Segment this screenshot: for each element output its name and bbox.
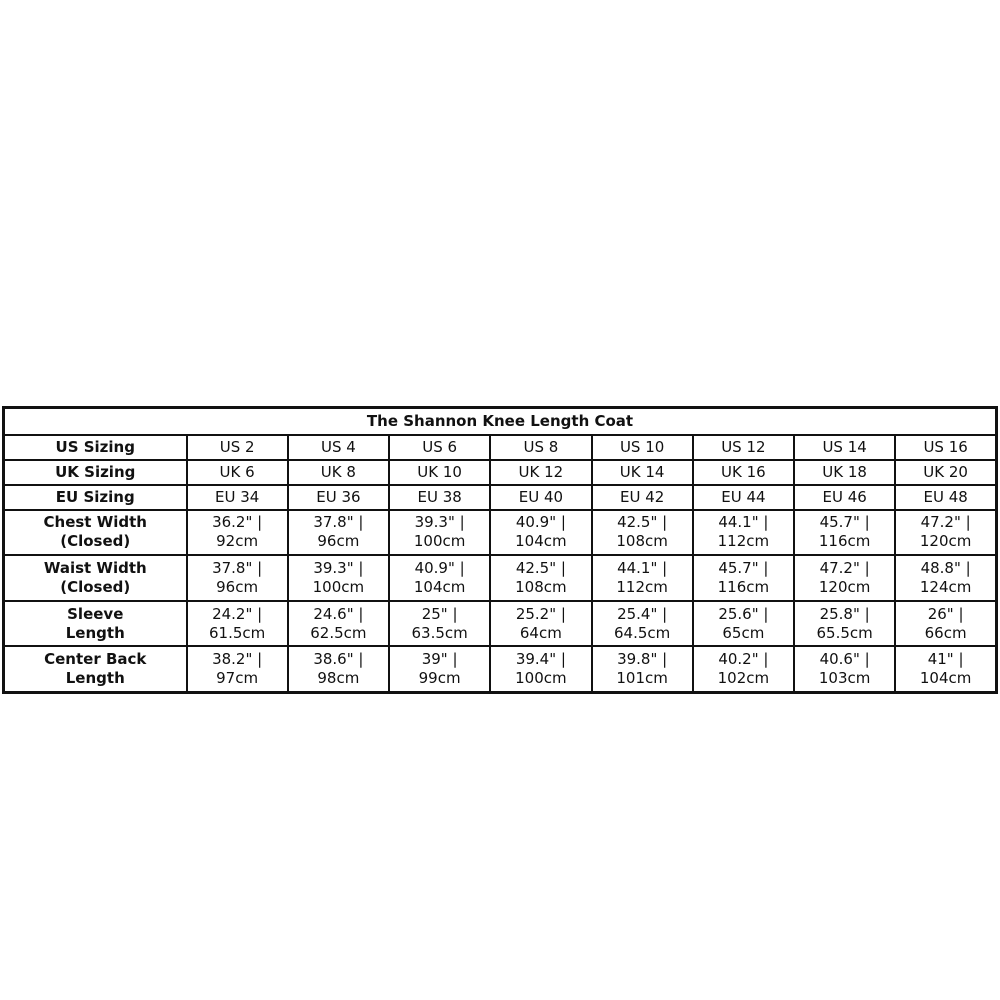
table-cell: UK 12	[490, 460, 591, 485]
row-label-center-back-length: Center Back Length	[4, 646, 187, 692]
table-cell: UK 18	[794, 460, 895, 485]
table-cell: 48.8" | 124cm	[895, 555, 996, 601]
table-cell: UK 10	[389, 460, 490, 485]
table-cell: 39.3" | 100cm	[389, 510, 490, 556]
table-cell: US 12	[693, 435, 794, 460]
table-cell: 40.9" | 104cm	[490, 510, 591, 556]
table-cell: US 10	[592, 435, 693, 460]
table-cell: 47.2" | 120cm	[794, 555, 895, 601]
table-cell: 47.2" | 120cm	[895, 510, 996, 556]
title-row	[4, 408, 997, 435]
table-row-waist-width	[4, 555, 997, 601]
table-cell: 41" | 104cm	[895, 646, 996, 692]
row-label-chest-width: Chest Width (Closed)	[4, 510, 187, 556]
table-cell: 40.2" | 102cm	[693, 646, 794, 692]
table-cell: UK 14	[592, 460, 693, 485]
table-cell: 38.2" | 97cm	[187, 646, 288, 692]
table-cell: 40.9" | 104cm	[389, 555, 490, 601]
table-cell: 40.6" | 103cm	[794, 646, 895, 692]
row-label-waist-width: Waist Width (Closed)	[4, 555, 187, 601]
table-title: The Shannon Knee Length Coat	[4, 408, 997, 435]
table-row-uk-sizing	[4, 460, 997, 485]
table-cell: EU 34	[187, 485, 288, 510]
table-cell: 25" | 63.5cm	[389, 601, 490, 647]
row-label-eu-sizing: EU Sizing	[4, 485, 187, 510]
table-cell: 24.2" | 61.5cm	[187, 601, 288, 647]
table-cell: 45.7" | 116cm	[794, 510, 895, 556]
table-cell: 39.3" | 100cm	[288, 555, 389, 601]
table-cell: 45.7" | 116cm	[693, 555, 794, 601]
table-cell: 36.2" | 92cm	[187, 510, 288, 556]
table-cell: US 2	[187, 435, 288, 460]
table-row-sleeve-length	[4, 601, 997, 647]
table-cell: 44.1" | 112cm	[592, 555, 693, 601]
size-chart-table	[2, 406, 998, 694]
table-cell: US 4	[288, 435, 389, 460]
table-row-center-back-length	[4, 646, 997, 692]
table-row-chest-width	[4, 510, 997, 556]
table-cell: 25.6" | 65cm	[693, 601, 794, 647]
table-cell: 42.5" | 108cm	[592, 510, 693, 556]
table-cell: EU 36	[288, 485, 389, 510]
table-cell: UK 16	[693, 460, 794, 485]
table-cell: 24.6" | 62.5cm	[288, 601, 389, 647]
table-cell: 44.1" | 112cm	[693, 510, 794, 556]
table-cell: 25.2" | 64cm	[490, 601, 591, 647]
row-label-sleeve-length: Sleeve Length	[4, 601, 187, 647]
table-row-eu-sizing	[4, 485, 997, 510]
table-cell: 37.8" | 96cm	[288, 510, 389, 556]
table-cell: 25.8" | 65.5cm	[794, 601, 895, 647]
table-cell: 38.6" | 98cm	[288, 646, 389, 692]
table-cell: UK 6	[187, 460, 288, 485]
row-label-uk-sizing: UK Sizing	[4, 460, 187, 485]
table-cell: 39" | 99cm	[389, 646, 490, 692]
table-cell: 42.5" | 108cm	[490, 555, 591, 601]
table-cell: US 6	[389, 435, 490, 460]
table-cell: EU 48	[895, 485, 996, 510]
table-cell: EU 44	[693, 485, 794, 510]
table-cell: 26" | 66cm	[895, 601, 996, 647]
table-cell: EU 42	[592, 485, 693, 510]
table-cell: 39.4" | 100cm	[490, 646, 591, 692]
table-cell: US 8	[490, 435, 591, 460]
table-cell: 39.8" | 101cm	[592, 646, 693, 692]
table-cell: UK 20	[895, 460, 996, 485]
table-row-us-sizing	[4, 435, 997, 460]
table-cell: EU 40	[490, 485, 591, 510]
table-cell: EU 46	[794, 485, 895, 510]
table-cell: UK 8	[288, 460, 389, 485]
table-cell: 25.4" | 64.5cm	[592, 601, 693, 647]
table-cell: 37.8" | 96cm	[187, 555, 288, 601]
table-cell: EU 38	[389, 485, 490, 510]
row-label-us-sizing: US Sizing	[4, 435, 187, 460]
table-cell: US 14	[794, 435, 895, 460]
table-cell: US 16	[895, 435, 996, 460]
